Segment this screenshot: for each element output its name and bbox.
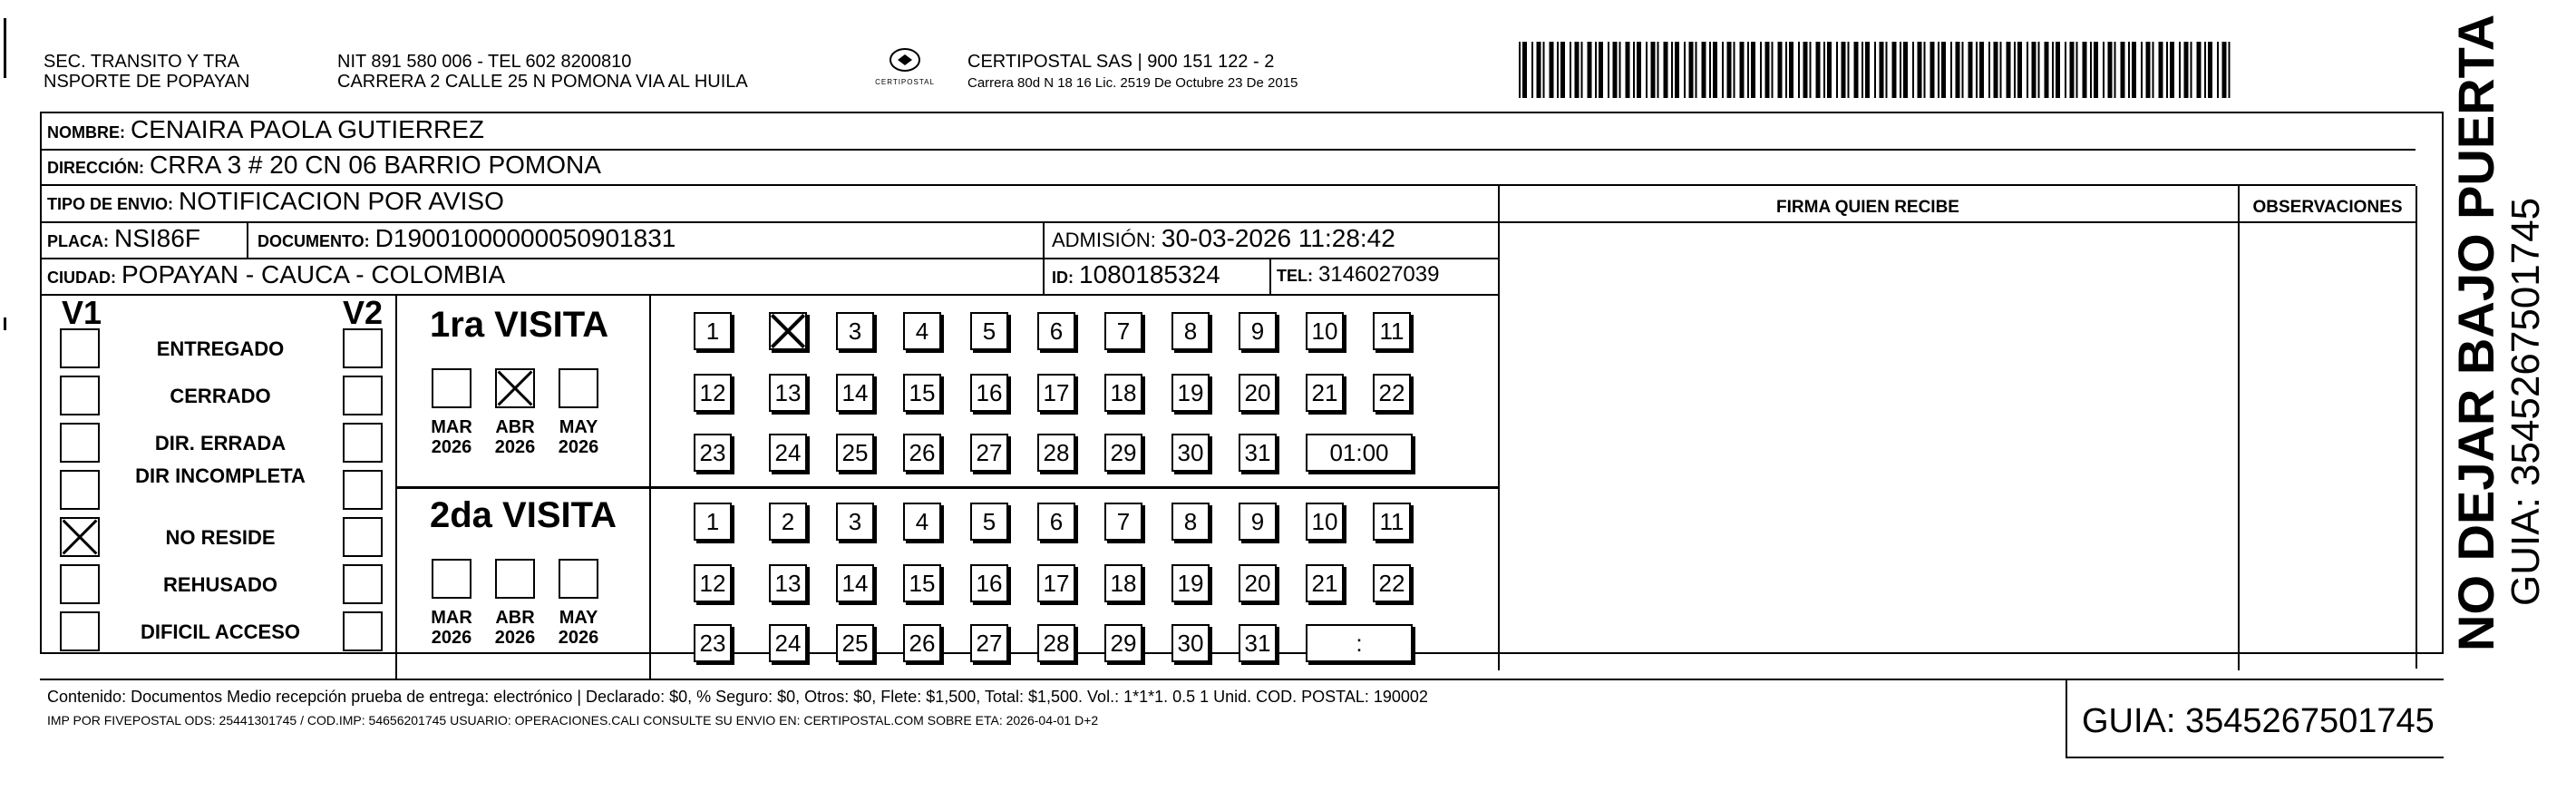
direccion-label: DIRECCIÓN:: [47, 159, 144, 177]
visit-day-box[interactable]: 20: [1239, 374, 1277, 412]
barcode-bar: [2141, 42, 2143, 98]
tel-label: TEL:: [1277, 267, 1313, 285]
barcode-bar: [1713, 42, 1717, 98]
barcode-bar: [1675, 42, 1679, 98]
tel-field: [1277, 262, 1439, 288]
visit-month-name: MAR: [431, 417, 472, 437]
barcode-bar: [1747, 42, 1749, 98]
visit-month-name: MAR: [431, 608, 472, 628]
company-line-1: CERTIPOSTAL SAS | 900 151 122 - 2: [967, 52, 1275, 72]
status-v1-checkbox[interactable]: [60, 611, 100, 651]
footer-bottom: [2066, 757, 2444, 758]
visit-day-box[interactable]: 19: [1171, 374, 1210, 412]
visit-day-box[interactable]: 17: [1037, 564, 1075, 602]
barcode-bar: [2070, 42, 2075, 98]
barcode-bar: [2083, 42, 2087, 98]
tel-value: 3146027039: [1318, 262, 1440, 287]
visit-day-box[interactable]: 13: [769, 374, 807, 412]
barcode-bar: [1823, 42, 1825, 98]
barcode-bar: [2114, 42, 2116, 98]
barcode-bar: [1892, 42, 1897, 98]
status-v1-checkbox[interactable]: [60, 423, 100, 463]
barcode-bar: [1727, 42, 1732, 98]
barcode-bar: [1537, 42, 1541, 98]
visit-day-box[interactable]: 17: [1037, 374, 1075, 412]
visit-month-year: 2026: [431, 628, 472, 648]
barcode-bar: [1962, 42, 1964, 98]
barcode-bar: [1613, 42, 1618, 98]
barcode-bar: [1988, 42, 1990, 98]
barcode-bar: [2197, 42, 2202, 98]
documento-divider: [1043, 223, 1045, 294]
logo-text: CERTIPOSTAL: [875, 78, 935, 86]
visit-day-box[interactable]: 4: [903, 503, 941, 541]
visit-day-box[interactable]: 30: [1171, 434, 1210, 472]
id-label: ID:: [1052, 269, 1074, 287]
barcode-bar: [1588, 42, 1592, 98]
barcode-bar: [1702, 42, 1706, 98]
status-v1-checkbox[interactable]: [60, 517, 100, 557]
barcode-bar: [1912, 42, 1914, 98]
status-v1-checkbox[interactable]: [60, 470, 100, 510]
v2-label: V2: [343, 294, 384, 331]
barcode-bar: [1637, 42, 1641, 98]
barcode-bar: [1664, 42, 1668, 98]
barcode-bar: [1862, 42, 1863, 98]
status-v2-checkbox[interactable]: [343, 517, 383, 557]
v1-label: V1: [62, 294, 102, 331]
ciudad-label: CIUDAD:: [47, 269, 116, 287]
barcode-bar: [2000, 42, 2002, 98]
visit-day-box[interactable]: 24: [769, 434, 807, 472]
barcode-bar: [1880, 42, 1884, 98]
signature-area[interactable]: [1500, 223, 2238, 668]
barcode-bar: [1842, 42, 1846, 98]
visit-day-box[interactable]: 7: [1104, 503, 1142, 541]
barcode-bar: [1671, 42, 1673, 98]
status-label: NO RESIDE: [165, 526, 276, 549]
barcode-bar: [1581, 42, 1583, 98]
barcode-bar: [2007, 42, 2011, 98]
visit-month-checkbox[interactable]: [559, 368, 598, 408]
tipo-envio-label: TIPO DE ENVIO:: [47, 195, 174, 213]
left-edge-mark: [4, 18, 6, 78]
status-v2-checkbox[interactable]: [343, 376, 383, 415]
barcode-bar: [1696, 42, 1697, 98]
nit-line-2: CARRERA 2 CALLE 25 N POMONA VIA AL HUILA: [337, 72, 748, 92]
visit-day-box[interactable]: 6: [1037, 312, 1075, 350]
visit-divider: [395, 486, 1500, 489]
barcode-bar: [1608, 42, 1609, 98]
visit-day-box[interactable]: 29: [1104, 434, 1142, 472]
sender-line-2: NSPORTE DE POPAYAN: [44, 72, 250, 92]
status-label: REHUSADO: [163, 573, 277, 596]
left-edge-tick: [4, 317, 6, 330]
visit-day-box[interactable]: 21: [1306, 374, 1344, 412]
placa-label: PLACA:: [47, 232, 109, 250]
barcode-bar: [2208, 42, 2212, 98]
visit-month-year: 2026: [558, 437, 599, 457]
visit-day-box[interactable]: 25: [836, 434, 874, 472]
visit-month-checkbox[interactable]: [432, 559, 471, 599]
visit-month-name: MAY: [559, 608, 598, 628]
row-divider: [40, 294, 1500, 296]
status-v1-checkbox[interactable]: [60, 376, 100, 415]
visit-day-box[interactable]: 5: [970, 503, 1008, 541]
visit-day-box[interactable]: 18: [1104, 564, 1142, 602]
visit-day-box[interactable]: 21: [1306, 564, 1344, 602]
barcode-bar: [2017, 42, 2022, 98]
barcode-bar: [2056, 42, 2060, 98]
barcode-bar: [2121, 42, 2125, 98]
barcode-bar: [1874, 42, 1876, 98]
visit-day-box[interactable]: 1: [694, 312, 732, 350]
visit-day-box[interactable]: 23: [694, 434, 732, 472]
nit-line-1: NIT 891 580 006 - TEL 602 8200810: [337, 52, 632, 72]
visit-day-box[interactable]: 26: [903, 434, 941, 472]
visit-month-year: 2026: [558, 628, 599, 648]
barcode-bar: [1994, 42, 1998, 98]
visit-day-box[interactable]: 14: [836, 374, 874, 412]
visit-day-box[interactable]: 5: [970, 312, 1008, 350]
visit-day-box[interactable]: 9: [1239, 503, 1277, 541]
visit-month-year: 2026: [494, 437, 536, 457]
tipo-envio-row: [47, 187, 504, 216]
visit-day-box[interactable]: 9: [1239, 312, 1277, 350]
direccion-row: [47, 151, 601, 180]
row-divider: [40, 184, 2416, 186]
row-divider: [40, 258, 1500, 259]
visit-title: 1ra VISITA: [430, 305, 609, 345]
placa-divider: [247, 223, 248, 258]
barcode-bar: [1626, 42, 1630, 98]
barcode-bar: [1798, 42, 1800, 98]
barcode-bar: [1938, 42, 1939, 98]
barcode-bar: [2045, 42, 2049, 98]
visit-month-checkbox[interactable]: [495, 559, 535, 599]
barcode-bar: [1557, 42, 1559, 98]
barcode-bar: [1976, 42, 1978, 98]
visit-day-box[interactable]: 14: [836, 564, 874, 602]
ciudad-field: [47, 260, 505, 289]
status-label: DIR. ERRADA: [154, 432, 287, 454]
visit-month-label: [488, 417, 542, 457]
visit-day-box[interactable]: 15: [903, 374, 941, 412]
barcode-bar: [1560, 42, 1565, 98]
barcode-bar: [2229, 42, 2231, 98]
footer-line-1: Contenido: Documentos Medio recepción prueba de entrega: electrónico | Declarado: $0, % Seguro: $0, Otros: $0, Flete: $1,500, Total: $1,500. Vol.: 1*1*1. 0.5 1 Unid. COD. POSTAL: 190002: [47, 688, 1428, 706]
barcode-bar: [1803, 42, 1808, 98]
barcode-bar: [1550, 42, 1554, 98]
visit-day-box[interactable]: 11: [1373, 503, 1411, 541]
visit-day-box[interactable]: 10: [1306, 503, 1344, 541]
footer-line-2: IMP POR FIVEPOSTAL ODS: 25441301745 / COD.IMP: 54656201745 USUARIO: OPERACIONES.CALI CONSULTE SU ENVIO EN: CERTIPOSTAL.COM SOBRE ETA: 2026-04-01 D+2: [47, 713, 1099, 728]
status-label: CERRADO: [170, 385, 271, 407]
admision-label: ADMISIÓN:: [1052, 229, 1156, 251]
barcode-bar: [2217, 42, 2219, 98]
tel-divider: [1269, 259, 1271, 294]
visit-day-box[interactable]: 22: [1373, 374, 1411, 412]
visit-day-box[interactable]: 15: [903, 564, 941, 602]
visit-day-box[interactable]: 28: [1037, 624, 1075, 662]
visit-day-box[interactable]: 6: [1037, 503, 1075, 541]
footer-guia-divider: [2066, 679, 2067, 758]
visit-day-box[interactable]: 28: [1037, 434, 1075, 472]
visit-day-box[interactable]: 29: [1104, 624, 1142, 662]
id-field: [1052, 260, 1220, 289]
visit-day-box[interactable]: 25: [836, 624, 874, 662]
firma-label: FIRMA QUIEN RECIBE: [1776, 198, 1959, 217]
barcode-bar: [1531, 42, 1533, 98]
barcode-bar: [2065, 42, 2066, 98]
visit-month-year: 2026: [431, 437, 472, 457]
visit-day-box[interactable]: 4: [903, 312, 941, 350]
barcode-bar: [2090, 42, 2092, 98]
visit-day-box[interactable]: 13: [769, 564, 807, 602]
observaciones-label: OBSERVACIONES: [2252, 198, 2403, 217]
side-no-dejar: NO DEJAR BAJO PUERTA: [2447, 14, 2504, 651]
visit-month-label: [551, 608, 606, 648]
visit-day-box[interactable]: 8: [1171, 503, 1210, 541]
placa-field: [47, 224, 200, 253]
barcode-bar: [1646, 42, 1648, 98]
visit-day-box[interactable]: 19: [1171, 564, 1210, 602]
visit-day-box[interactable]: [769, 312, 807, 350]
barcode-bar: [1924, 42, 1926, 98]
visit-day-box[interactable]: 16: [970, 564, 1008, 602]
visit-day-box[interactable]: 1: [694, 503, 732, 541]
barcode: [1519, 42, 2235, 98]
barcode-bar: [2184, 42, 2189, 98]
visit-month-label: [488, 608, 542, 648]
visit-day-box[interactable]: 11: [1373, 312, 1411, 350]
visit-month-label: [424, 608, 479, 648]
barcode-bar: [2153, 42, 2154, 98]
visit-title: 2da VISITA: [430, 495, 617, 535]
row-divider: [40, 221, 1500, 223]
right-frame-border: [2416, 186, 2417, 669]
barcode-bar: [1689, 42, 1694, 98]
barcode-bar: [1836, 42, 1838, 98]
visit-day-box[interactable]: 12: [694, 374, 732, 412]
visit-day-box[interactable]: 24: [769, 624, 807, 662]
nombre-row: [47, 115, 484, 144]
visit-day-box[interactable]: 2: [769, 503, 807, 541]
barcode-bar: [1651, 42, 1656, 98]
visit-day-box[interactable]: 10: [1306, 312, 1344, 350]
certipostal-logo: [863, 45, 947, 94]
id-value: 1080185324: [1079, 260, 1220, 288]
visit-day-box[interactable]: 30: [1171, 624, 1210, 662]
nombre-label: NOMBRE:: [47, 123, 125, 142]
barcode-bar: [1543, 42, 1545, 98]
barcode-bar: [1734, 42, 1735, 98]
visit-month-checkbox[interactable]: [559, 559, 598, 599]
barcode-bar: [1968, 42, 1973, 98]
admision-field: [1052, 224, 1395, 253]
side-text: [2447, 14, 2575, 651]
visit-day-box[interactable]: 27: [970, 624, 1008, 662]
barcode-bar: [1575, 42, 1580, 98]
visit-time-box[interactable]: 01:00: [1306, 434, 1413, 472]
status-v1-checkbox[interactable]: [60, 564, 100, 604]
barcode-bar: [1657, 42, 1659, 98]
visit-day-box[interactable]: 27: [970, 434, 1008, 472]
visit-day-box[interactable]: 22: [1373, 564, 1411, 602]
admision-value: 30-03-2026 11:28:42: [1161, 224, 1395, 252]
visit-day-box[interactable]: 18: [1104, 374, 1142, 412]
barcode-bar: [2146, 42, 2151, 98]
barcode-bar: [1760, 42, 1762, 98]
barcode-bar: [1570, 42, 1571, 98]
tipo-envio-value: NOTIFICACION POR AVISO: [179, 187, 504, 215]
documento-label: DOCUMENTO:: [258, 232, 370, 250]
visit-month-name: ABR: [495, 608, 535, 628]
barcode-bar: [2027, 42, 2028, 98]
status-label: DIR INCOMPLETA: [135, 464, 306, 487]
barcode-bar: [1765, 42, 1770, 98]
footer-divider: [40, 679, 2444, 680]
visit-month-label: [551, 417, 606, 457]
barcode-bar: [2052, 42, 2054, 98]
visit-month-name: MAY: [559, 417, 598, 437]
status-v2-checkbox[interactable]: [343, 423, 383, 463]
visit-month-year: 2026: [494, 628, 536, 648]
barcode-bar: [1918, 42, 1922, 98]
barcode-bar: [1827, 42, 1832, 98]
barcode-bar: [1519, 42, 1521, 98]
sender-line-1: SEC. TRANSITO Y TRA: [44, 52, 239, 72]
status-label: DIFICIL ACCESO: [140, 620, 300, 643]
barcode-bar: [2166, 42, 2168, 98]
barcode-bar: [1778, 42, 1783, 98]
barcode-bar: [2038, 42, 2040, 98]
barcode-bar: [2108, 42, 2113, 98]
footer-guia: GUIA: 3545267501745: [2082, 702, 2435, 740]
status-v2-checkbox[interactable]: [343, 470, 383, 510]
barcode-bar: [1810, 42, 1812, 98]
company-line-2: Carrera 80d N 18 16 Lic. 2519 De Octubre 23 De 2015: [967, 75, 1298, 91]
barcode-bar: [1886, 42, 1888, 98]
side-guia: GUIA: 3545267501745: [2503, 197, 2548, 606]
visit-day-box[interactable]: 3: [836, 312, 874, 350]
barcode-bar: [1522, 42, 1527, 98]
direccion-value: CRRA 3 # 20 CN 06 BARRIO POMONA: [150, 151, 601, 179]
barcode-bar: [1956, 42, 1960, 98]
logo-emblem-icon: [863, 45, 947, 94]
barcode-bar: [2204, 42, 2206, 98]
placa-value: NSI86F: [114, 224, 200, 252]
barcode-bar: [1599, 42, 1603, 98]
ciudad-value: POPAYAN - CAUCA - COLOMBIA: [122, 260, 506, 288]
visit-day-box[interactable]: 20: [1239, 564, 1277, 602]
visit-month-checkbox[interactable]: [432, 368, 471, 408]
barcode-bar: [2222, 42, 2227, 98]
barcode-bar: [1950, 42, 1952, 98]
nombre-value: CENAIRA PAOLA GUTIERREZ: [131, 115, 485, 143]
visit-month-label: [424, 417, 479, 457]
barcode-bar: [1854, 42, 1859, 98]
visit-day-box[interactable]: 16: [970, 374, 1008, 412]
barcode-bar: [2191, 42, 2192, 98]
visit-day-box[interactable]: 23: [694, 624, 732, 662]
observations-area[interactable]: [2240, 223, 2416, 668]
barcode-bar: [2103, 42, 2105, 98]
barcode-bar: [2032, 42, 2036, 98]
barcode-bar: [2076, 42, 2078, 98]
barcode-bar: [1751, 42, 1755, 98]
barcode-bar: [1979, 42, 1984, 98]
barcode-bar: [1785, 42, 1787, 98]
barcode-bar: [1619, 42, 1621, 98]
visit-day-box[interactable]: 8: [1171, 312, 1210, 350]
visit-day-box[interactable]: 3: [836, 503, 874, 541]
barcode-bar: [2179, 42, 2181, 98]
documento-value: D19001000000050901831: [374, 224, 676, 252]
barcode-bar: [2094, 42, 2098, 98]
barcode-bar: [1900, 42, 1901, 98]
status-v2-checkbox[interactable]: [343, 328, 383, 368]
barcode-bar: [1722, 42, 1724, 98]
status-v2-checkbox[interactable]: [343, 564, 383, 604]
status-label: ENTREGADO: [156, 337, 285, 360]
barcode-bar: [1633, 42, 1635, 98]
barcode-bar: [1903, 42, 1908, 98]
visit-time-box[interactable]: :: [1306, 624, 1413, 662]
barcode-bar: [1789, 42, 1793, 98]
status-v1-checkbox[interactable]: [60, 328, 100, 368]
barcode-bar: [2014, 42, 2016, 98]
visit-day-box[interactable]: 31: [1239, 624, 1277, 662]
barcode-bar: [1772, 42, 1774, 98]
barcode-bar: [1816, 42, 1821, 98]
documento-field: [258, 224, 676, 253]
barcode-bar: [2170, 42, 2174, 98]
barcode-bar: [1595, 42, 1597, 98]
barcode-bar: [1740, 42, 1745, 98]
visit-month-name: ABR: [495, 417, 535, 437]
visit-day-box[interactable]: 26: [903, 624, 941, 662]
visit-day-box[interactable]: 31: [1239, 434, 1277, 472]
barcode-bar: [2132, 42, 2136, 98]
barcode-bar: [1865, 42, 1870, 98]
barcode-bar: [1848, 42, 1850, 98]
barcode-bar: [2159, 42, 2163, 98]
barcode-bar: [1930, 42, 1935, 98]
barcode-bar: [1941, 42, 1946, 98]
visit-day-box[interactable]: 7: [1104, 312, 1142, 350]
barcode-bar: [1684, 42, 1686, 98]
barcode-bar: [2128, 42, 2130, 98]
visit-month-checkbox[interactable]: [495, 368, 535, 408]
status-v2-checkbox[interactable]: [343, 611, 383, 651]
barcode-bar: [1709, 42, 1711, 98]
visit-day-box[interactable]: 12: [694, 564, 732, 602]
